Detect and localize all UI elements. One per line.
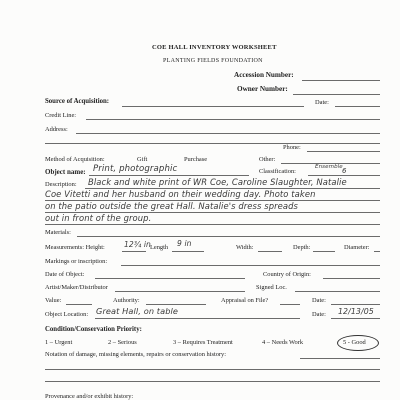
classification-number: 6: [342, 167, 347, 175]
source-line[interactable]: [122, 106, 304, 107]
phone-label: Phone:: [283, 144, 301, 151]
classification-line[interactable]: [308, 175, 380, 176]
condition-title: Condition/Conservation Priority:: [45, 326, 142, 333]
artist-label: Artist/Maker/Distributor: [45, 284, 108, 291]
condition-option-2[interactable]: 2 – Serious: [108, 339, 137, 346]
classification-value: Ensemble: [315, 164, 343, 170]
description-line-4: out in front of the group.: [45, 213, 152, 223]
condition-option-5[interactable]: 5 - Good: [343, 339, 366, 346]
value-line[interactable]: [66, 304, 92, 305]
height-value: 12¾ in: [124, 240, 151, 249]
width-line[interactable]: [258, 251, 282, 252]
method-purchase[interactable]: Purchase: [184, 156, 208, 163]
markings-label: Markings or inscription:: [45, 258, 108, 265]
method-other-label: Other:: [259, 156, 276, 163]
worksheet-title: COE HALL INVENTORY WORKSHEET: [152, 44, 277, 51]
date-of-object-label: Date of Object:: [45, 271, 85, 278]
foundation-subtitle: PLANTING FIELDS FOUNDATION: [163, 58, 263, 64]
damage-notation-line-3[interactable]: [45, 381, 380, 382]
object-name-label: Object name:: [45, 168, 86, 176]
appraisal-date-label: Date:: [312, 297, 326, 304]
measurements-label: Measurements: Height:: [45, 244, 105, 251]
classification-label: Classification:: [259, 168, 296, 175]
accession-number-label: Accession Number:: [234, 71, 294, 79]
length-line[interactable]: [172, 251, 204, 252]
owner-number-line[interactable]: [293, 94, 380, 95]
source-date-line[interactable]: [335, 106, 380, 107]
damage-notation-label: Notation of damage, missing elements, repairs or conservation history:: [45, 351, 227, 358]
method-label: Method of Acquisition:: [45, 156, 105, 163]
country-label: Country of Origin:: [263, 271, 311, 278]
country-line[interactable]: [323, 278, 380, 279]
depth-label: Depth:: [293, 244, 311, 251]
diameter-label: Diameter:: [344, 244, 370, 251]
signed-label: Signed Loc.: [256, 284, 287, 291]
appraisal-line[interactable]: [280, 304, 300, 305]
markings-line[interactable]: [121, 265, 380, 266]
width-label: Width:: [236, 244, 254, 251]
description-line-1: Black and white print of WR Coe, Caroline Slaughter, Natalie: [88, 177, 347, 187]
length-label: Length: [150, 244, 169, 251]
address-line-1[interactable]: [76, 133, 380, 134]
description-rule-4: [45, 224, 380, 225]
materials-label: Materials:: [45, 229, 71, 236]
location-value: Great Hall, on table: [96, 306, 179, 316]
credit-line-label: Credit Line:: [45, 112, 77, 119]
location-date-line[interactable]: [331, 318, 380, 319]
diameter-line[interactable]: [374, 251, 380, 252]
date-of-object-line[interactable]: [95, 278, 245, 279]
length-value: 9 in: [177, 239, 192, 248]
location-date-label: Date:: [312, 311, 326, 318]
owner-number-label: Owner Number:: [237, 85, 288, 93]
object-name-value: Print, photographic: [93, 164, 178, 174]
phone-line[interactable]: [307, 151, 380, 152]
authority-line[interactable]: [146, 304, 206, 305]
depth-line[interactable]: [313, 251, 335, 252]
height-line[interactable]: [122, 251, 146, 252]
condition-option-3[interactable]: 3 – Requires Treatment: [173, 339, 233, 346]
source-date-label: Date:: [315, 99, 329, 106]
address-line-2[interactable]: [45, 143, 380, 144]
damage-notation-line-2[interactable]: [45, 369, 380, 370]
location-label: Object Location:: [45, 311, 89, 318]
description-line-2: Coe Vitetti and her husband on their wedding day. Photo taken: [45, 189, 316, 199]
object-name-line[interactable]: [89, 175, 249, 176]
damage-notation-line-1[interactable]: [300, 358, 380, 359]
accession-number-line[interactable]: [302, 80, 380, 81]
signed-line[interactable]: [295, 291, 380, 292]
appraisal-date-line[interactable]: [331, 304, 380, 305]
provenance-label: Provenance and/or exhibit history:: [45, 393, 134, 400]
description-label: Description:: [45, 181, 77, 188]
description-line-3: on the patio outside the great Hall. Natalie's dress spreads: [45, 201, 299, 211]
method-gift[interactable]: Gift: [137, 156, 148, 163]
authority-label: Authority:: [113, 297, 140, 304]
appraisal-label: Appraisal on File?: [221, 297, 269, 304]
location-line[interactable]: [95, 318, 300, 319]
source-label: Source of Acquisition:: [45, 98, 110, 105]
artist-line[interactable]: [115, 291, 245, 292]
materials-line[interactable]: [77, 236, 380, 237]
condition-option-4[interactable]: 4 – Needs Work: [262, 339, 304, 346]
location-date-value: 12/13/05: [338, 307, 374, 316]
credit-line-line[interactable]: [86, 119, 380, 120]
value-label: Value:: [45, 297, 62, 304]
condition-option-1[interactable]: 1 – Urgent: [45, 339, 73, 346]
address-label: Address:: [45, 126, 68, 133]
